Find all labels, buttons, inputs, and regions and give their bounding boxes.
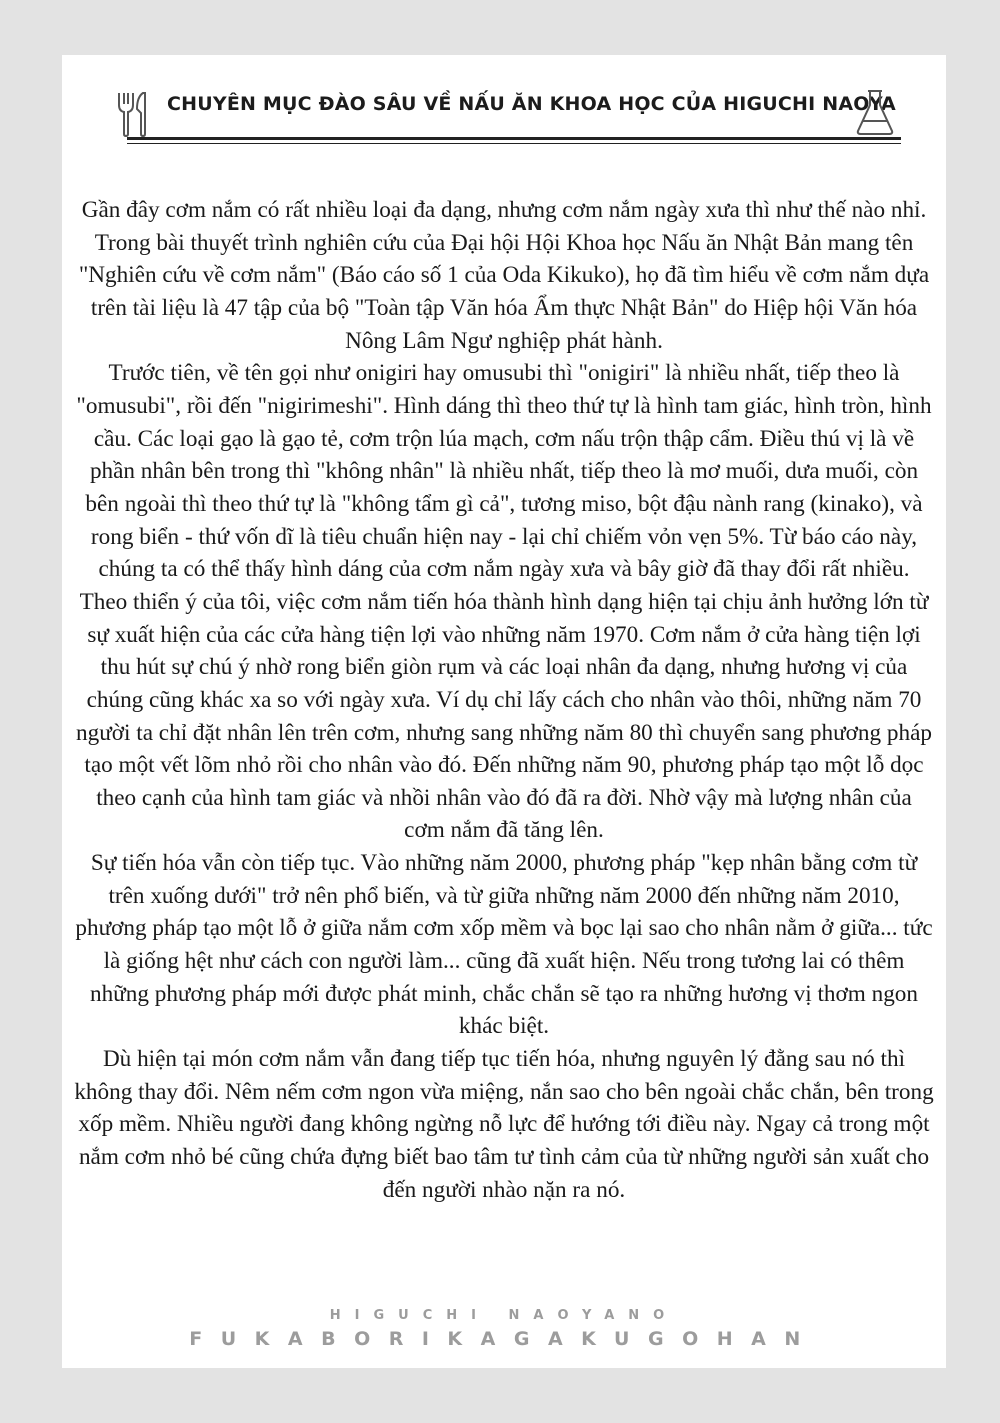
column-title: CHUYÊN MỤC ĐÀO SÂU VỀ NẤU ĂN KHOA HỌC CỦA HIGUCHI NAOYA	[167, 93, 896, 115]
paragraph: Theo thiển ý của tôi, việc cơm nắm tiến hóa thành hình dạng hiện tại chịu ảnh hưởng lớn từ sự xuất hiện của các cửa hàng tiện lợi vào những năm 1970. Cơm nắm ở cửa hàng tiện lợi thu hút sự chú ý nhờ rong biển giòn rụm và các loại nhân đa dạng, nhưng hương vị của chúng cũng khác xa so với ngày xưa. Ví dụ chỉ lấy cách cho nhân vào thôi, những năm 70 người ta chỉ đặt nhân lên trên cơm, nhưng sang những năm 80 thì chuyển sang phương pháp tạo một vết lõm nhỏ rồi cho nhân vào đó. Đến những năm 90, phương pháp tạo một lỗ dọc theo cạnh của hình tam giác và nhồi nhân vào đó đã ra đời. Nhờ vậy mà lượng nhân của cơm nắm đã tăng lên.	[76, 588, 932, 844]
flask-icon	[855, 87, 895, 137]
header-rule	[127, 137, 901, 144]
column-header	[107, 77, 901, 147]
paragraph: Gần đây cơm nắm có rất nhiều loại đa dạng, nhưng cơm nắm ngày xưa thì như thế nào nhỉ. Trong bài thuyết trình nghiên cứu của Đại hội Hội Khoa học Nấu ăn Nhật Bản mang tên "Nghiên cứu về cơm nắm" (Báo cáo số 1 của Oda Kikuko), họ đã tìm hiểu về cơm nắm dựa trên tài liệu là 47 tập của bộ "Toàn tập Văn hóa Ẩm thực Nhật Bản" do Hiệp hội Văn hóa Nông Lâm Ngư nghiệp phát hành.	[78, 197, 930, 354]
paragraph: Trước tiên, về tên gọi như onigiri hay omusubi thì "onigiri" là nhiều nhất, tiếp theo là "omusubi", rồi đến "nigirimeshi". Hình dáng thì theo thứ tự là hình tam giác, hình tròn, hình cầu. Các loại gạo là gạo tẻ, cơm trộn lúa mạch, cơm nấu trộn thập cẩm. Điều thú vị là về phần nhân bên trong thì "không nhân" là nhiều nhất, tiếp theo là mơ muối, dưa muối, còn bên ngoài thì theo thứ tự là "không tẩm gì cả", tương miso, bột đậu nành rang (kinako), và rong biển - thứ vốn dĩ là tiêu chuẩn hiện nay - lại chỉ chiếm vỏn vẹn 5%. Từ báo cáo này, chúng ta có thể thấy hình dáng của cơm nắm ngày xưa và bây giờ đã thay đổi rất nhiều.	[76, 360, 932, 583]
footer-series-line-2: FUKABORIKAGAKUGOHAN	[189, 1328, 819, 1350]
footer-series-line-1: HIGUCHI NAOYANO	[329, 1308, 679, 1323]
paragraph: Dù hiện tại món cơm nắm vẫn đang tiếp tục tiến hóa, nhưng nguyên lý đằng sau nó thì không thay đổi. Nêm nếm cơm ngon vừa miệng, nắn sao cho bên ngoài chắc chắn, bên trong xốp mềm. Nhiều người đang không ngừng nỗ lực để hướng tới điều này. Ngay cả trong một nắm cơm nhỏ bé cũng chứa đựng biết bao tâm tư tình cảm của từ những người sản xuất cho đến người nhào nặn ra nó.	[74, 1046, 934, 1203]
paragraph: Sự tiến hóa vẫn còn tiếp tục. Vào những năm 2000, phương pháp "kẹp nhân bằng cơm từ trên xuống dưới" trở nên phổ biến, và từ giữa những năm 2000 đến những năm 2010, phương pháp tạo một lỗ ở giữa nắm cơm xốp mềm và bọc lại sao cho nhân nằm ở giữa... tức là giống hệt như cách con người làm... cũng đã xuất hiện. Nếu trong tương lai có thêm những phương pháp mới được phát minh, chắc chắn sẽ tạo ra những hương vị thơm ngon khác biệt.	[75, 850, 933, 1040]
article-body	[74, 194, 934, 1206]
fork-icon	[115, 91, 151, 137]
article-page	[62, 55, 946, 1368]
